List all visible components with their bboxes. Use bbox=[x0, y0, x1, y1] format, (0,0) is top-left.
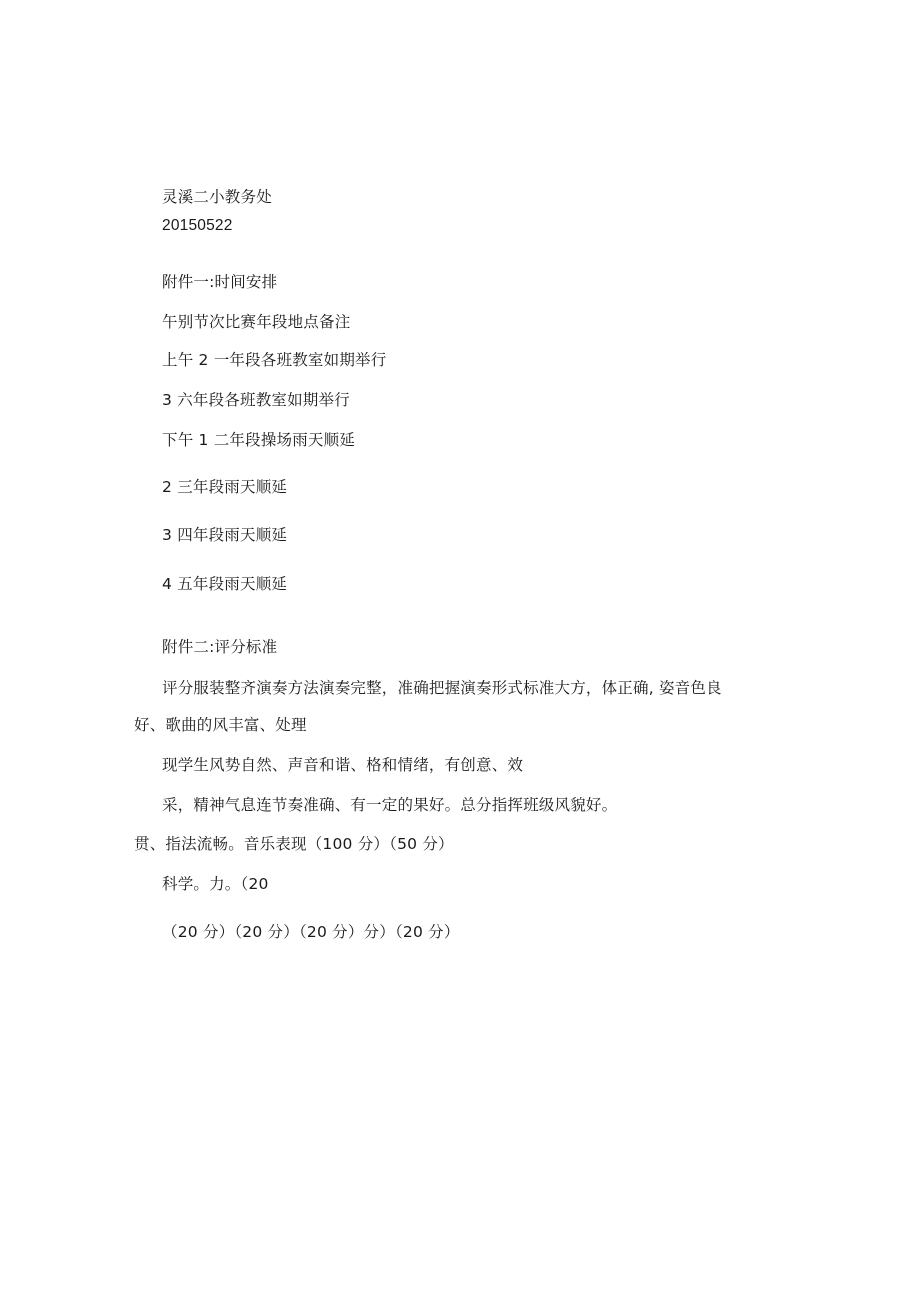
schedule-row: 下午 1 二年段操场雨天顺延 bbox=[162, 431, 356, 449]
criteria-line: （20 分）（20 分）（20 分）分）（20 分） bbox=[162, 923, 460, 941]
schedule-row: 4 五年段雨天顺延 bbox=[162, 575, 288, 593]
schedule-row: 上午 2 一年段各班教室如期举行 bbox=[162, 351, 387, 369]
issue-date: 20150522 bbox=[162, 217, 233, 234]
schedule-row: 3 四年段雨天顺延 bbox=[162, 526, 288, 544]
schedule-row: 3 六年段各班教室如期举行 bbox=[162, 391, 350, 409]
attachment2-title: 附件二:评分标准 bbox=[162, 638, 278, 656]
criteria-line: 好、歌曲的风丰富、处理 bbox=[134, 716, 307, 734]
criteria-line: 贯、指法流畅。音乐表现（100 分）（50 分） bbox=[134, 835, 454, 853]
schedule-row: 2 三年段雨天顺延 bbox=[162, 478, 288, 496]
criteria-line: 采，精神气息连节奏准确、有一定的果好。总分指挥班级风貌好。 bbox=[162, 796, 618, 814]
office-name: 灵溪二小教务处 bbox=[162, 188, 272, 206]
schedule-table-header: 午别节次比赛年段地点备注 bbox=[162, 313, 351, 331]
attachment1-title: 附件一:时间安排 bbox=[162, 273, 278, 291]
criteria-line: 科学。力。（20 bbox=[162, 875, 269, 893]
criteria-line: 评分服装整齐演奏方法演奏完整，准确把握演奏形式标准大方，体正确, 姿音色良 bbox=[162, 679, 722, 697]
criteria-line: 现学生风势自然、声音和谐、格和情绪，有创意、效 bbox=[162, 756, 524, 774]
